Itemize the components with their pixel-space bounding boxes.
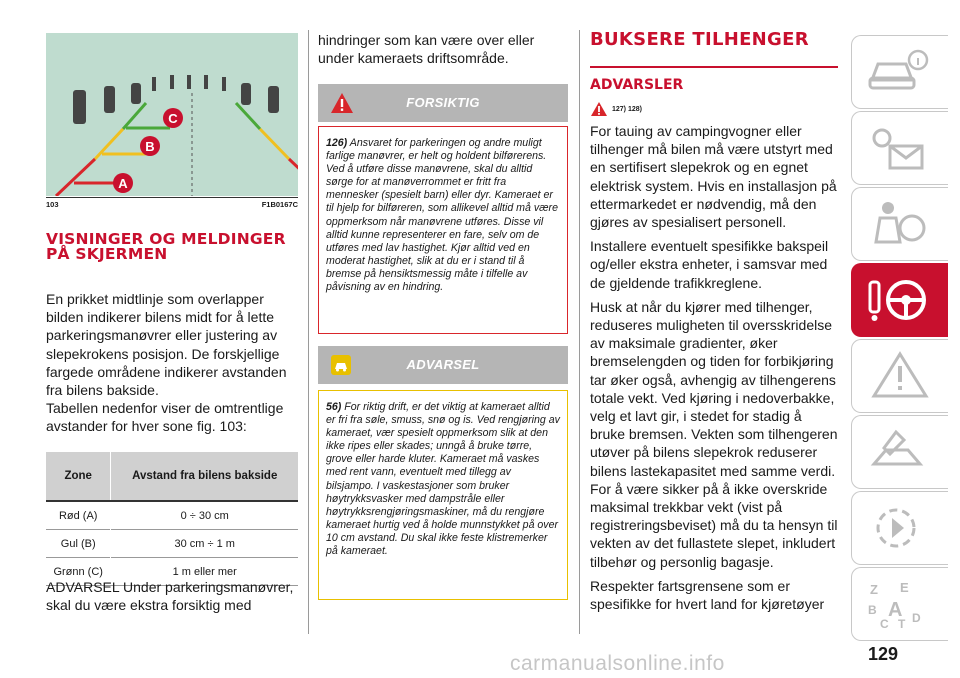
figure-number: 103 xyxy=(46,200,59,209)
section-heading: VISNINGER OG MELDINGER PÅ SKJERMEN xyxy=(46,230,286,263)
title-rule xyxy=(590,66,838,68)
tab-index[interactable] xyxy=(851,567,948,641)
svg-text:Z: Z xyxy=(870,582,878,597)
maintenance-icon xyxy=(866,426,930,478)
reference-numbers: 127) 128) xyxy=(612,105,642,113)
car-info-icon xyxy=(866,46,930,98)
right-paragraph: For tauing av campingvogner eller tilhenger må bilen må være utstyrt med en sertifisert slepekrok og en egnet elektrisk system. Hvis en installasjon på ettermarkedet er nødvendig, må den gjøres av spesialisert personell. xyxy=(590,123,837,231)
middle-intro-text: hindringer som kan være over eller under kameraets driftsområde. xyxy=(318,32,535,67)
table-cell: 0 ÷ 30 cm xyxy=(111,501,298,530)
safety-airbag-icon xyxy=(866,198,930,250)
svg-text:C: C xyxy=(880,617,889,630)
table-cell: 1 m eller mer xyxy=(111,558,298,586)
index-icon xyxy=(866,578,930,630)
svg-text:T: T xyxy=(898,617,906,630)
left-paragraph-3: ADVARSEL Under parkeringsmanøvrer, skal du være ekstra forsiktig med xyxy=(46,579,294,614)
left-paragraph-2: Tabellen nedenfor viser de omtrentlige avstander for hver sone fig. 103: xyxy=(46,400,284,435)
figure-code: F1B0167C xyxy=(261,200,298,209)
svg-text:D: D xyxy=(912,611,921,625)
caution-label: FORSIKTIG xyxy=(406,95,480,110)
left-paragraph-1: En prikket midtlinje som overlapper bilden indikerer bilens midt for å lette parkeringsmanøvrer eller justering av slepekrokens posisjon. De forskjellige fargede områdene indikerer avstanden fra bilens bakside. xyxy=(46,291,287,399)
multimedia-icon xyxy=(866,502,930,554)
warning-number: 56) xyxy=(326,401,342,413)
column-divider xyxy=(308,30,309,634)
right-paragraph: Installere eventuelt spesifikke bakspeil og/eller ekstra enheter, i samsvar med de gjeldende trafikkreglene. xyxy=(590,238,829,291)
warning-lights-icon xyxy=(866,122,930,174)
tab-starting-driving[interactable] xyxy=(851,263,948,337)
svg-text:E: E xyxy=(900,580,909,595)
warning-references xyxy=(590,101,642,117)
svg-text:B: B xyxy=(868,603,877,617)
caution-header xyxy=(318,84,568,122)
warning-box xyxy=(318,390,568,600)
right-paragraph: Respekter fartsgrensene som er spesifikke for hvert land for kjøretøyer xyxy=(590,577,825,613)
zone-distance-table xyxy=(46,452,298,586)
table-cell: Grønn (C) xyxy=(46,558,111,586)
tab-maintenance[interactable] xyxy=(851,415,948,489)
svg-text:A: A xyxy=(888,599,903,621)
warning-label: ADVARSEL xyxy=(406,357,480,372)
parking-camera-figure xyxy=(46,33,298,196)
tab-emergency[interactable] xyxy=(851,339,948,413)
table-header-distance: Avstand fra bilens bakside xyxy=(111,452,298,501)
zone-label-b: B xyxy=(145,139,155,154)
table-cell: 30 cm ÷ 1 m xyxy=(111,530,298,558)
table-row xyxy=(46,530,298,558)
caution-text: Ansvaret for parkeringen og andre muligt farlige manøvrer, er helt og holdent bilførerens. Ved å utføre disse manøvrene, skal du alltid sørge for at manøverrommet er fritt fra mennesker (spesielt barn) eller dyr. Kameraet er til hjelp for bilføreren, som allikevel alltid må være oppmerksom når manøvrene utføres. Disse vil alltid kunne representerer en fare, selv om de utføres med lav hastighet. Kjør alltid ved en moderat hastighet, slik at du er i stand til å bremse på hensiktsmessig måte i tilfelle av påvisning av en hindring. xyxy=(326,137,558,294)
tab-warning-lights[interactable] xyxy=(851,111,948,185)
right-paragraph: Husk at når du kjører med tilhenger, reduseres muligheten til oversskridelse av maksimale gradienter, øker bremselengden og tiden for forbikjøring tar øker også, avhengig av tilhengerens totale vekt. Ved kjøring i nedoverbakke, velg et lavt gir, i stedet for stadig å bruke bremsen. Vekten som tilhengeren utøver på bilens slepekrok reduserer bilens lastekapasitet med samme verdi. For å være sikker på å ikke overskride maksimal trekkbar vekt (vist på registreringsbeviset) må du ta hensyn til vekten av det fullastete slepet, inkludert tilbehør og personlig bagasje. xyxy=(590,298,838,570)
right-section-title: BUKSERE TILHENGER xyxy=(590,29,809,50)
right-subtitle: ADVARSLER xyxy=(590,77,684,93)
page-number: 129 xyxy=(868,644,899,664)
warning-text: For riktig drift, er det viktig at kameraet alltid er fri fra søle, smuss, snø og is. Ved rengjøring av kameraet, vær spesielt oppmerksom slik at den ikke ripes eller skades; unngå å bruke tørre, grove eller harde kluter. Kameraet må vaskes med rent vann, eventuelt med tillegg av bilsjampo. I vaskestasjoner som bruker høytrykksvasker med dampstråle eller høytrykksrengjøringsmaskiner, må du rengjøre kameraet hurtig ved å holde munnstykket på over 10 cm avstand. Du skal ikke feste klistremerker på kameraet. xyxy=(326,401,560,558)
tab-car-info[interactable] xyxy=(851,35,948,109)
parking-camera-illustration xyxy=(46,33,298,196)
figure-caption xyxy=(46,197,298,209)
danger-triangle-icon xyxy=(590,101,608,117)
emergency-icon xyxy=(866,350,930,402)
caution-box xyxy=(318,126,568,334)
caution-number: 126) xyxy=(326,137,348,149)
tab-safety[interactable] xyxy=(851,187,948,261)
watermark: carmanualsonline.info xyxy=(510,652,725,675)
table-cell: Rød (A) xyxy=(46,501,111,530)
right-body-text xyxy=(590,122,840,619)
column-divider xyxy=(579,30,580,634)
starting-driving-icon xyxy=(866,274,930,326)
warning-header xyxy=(318,346,568,384)
zone-label-c: C xyxy=(168,111,178,126)
table-cell: Gul (B) xyxy=(46,530,111,558)
table-header-zone: Zone xyxy=(46,452,111,501)
table-row xyxy=(46,501,298,530)
zone-label-a: A xyxy=(118,176,128,191)
tab-multimedia[interactable] xyxy=(851,491,948,565)
